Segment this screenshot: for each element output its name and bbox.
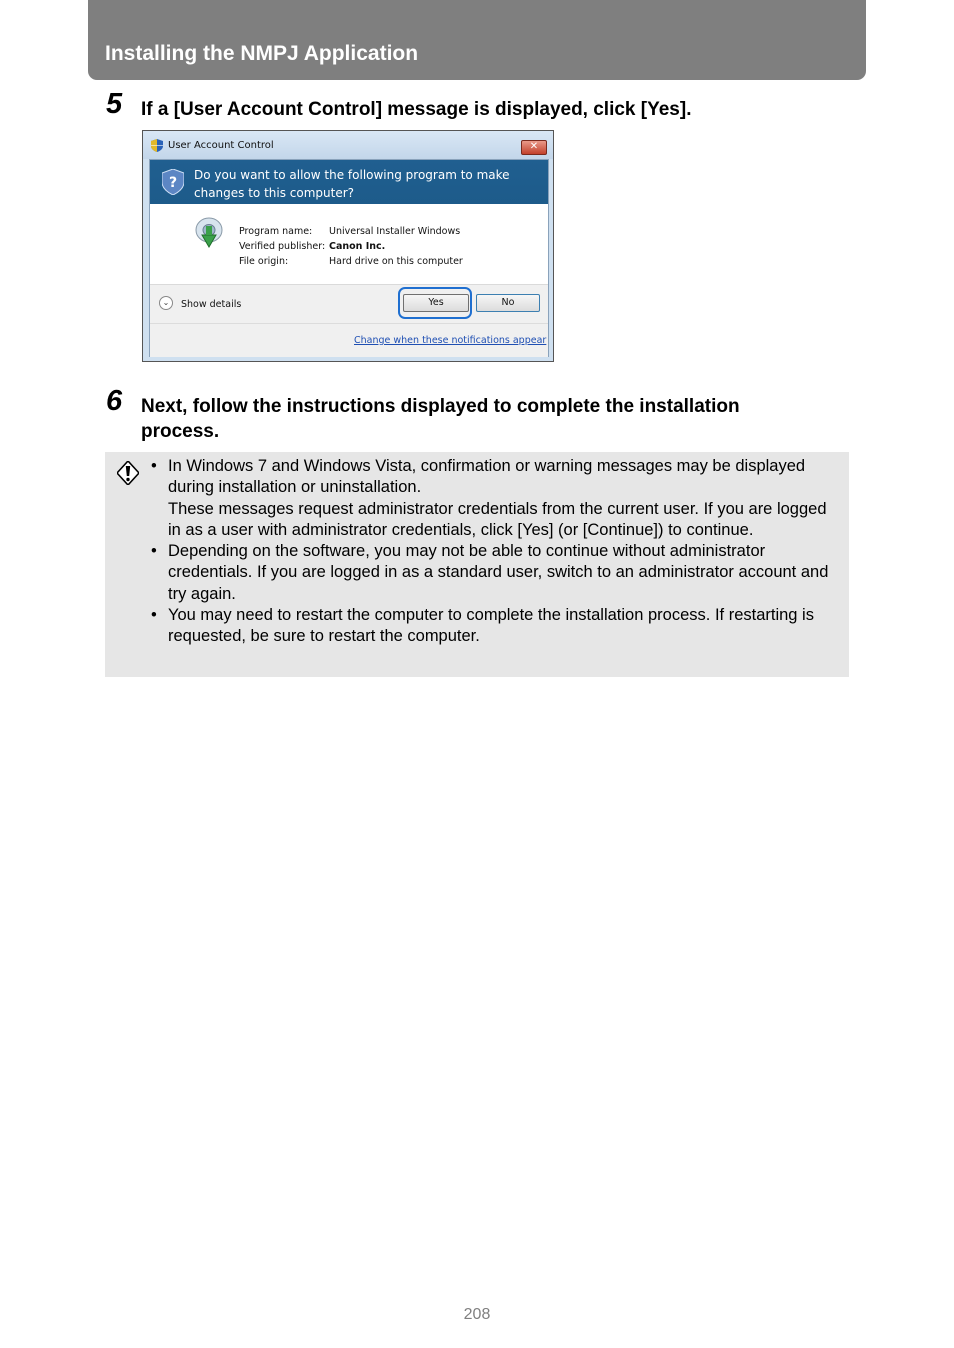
no-button[interactable]: No [476,294,540,312]
dialog-title: User Account Control [168,140,274,151]
dialog-body [149,159,549,357]
publisher-value: Canon Inc. [329,241,386,252]
uac-dialog-screenshot [142,130,554,362]
show-details-link[interactable]: Show details [181,299,242,310]
close-icon[interactable]: ✕ [521,140,547,155]
bullet: • [151,606,157,625]
chevron-down-icon[interactable]: ⌄ [159,296,173,310]
installer-program-icon [194,217,224,251]
program-info-values [329,224,539,269]
svg-text:?: ? [168,175,178,191]
note-2-text: Depending on the software, you may not be able to continue without administrator credentials. If you are logged in as a standard user, switch to an administrator account and try again. [168,542,829,603]
bullet: • [151,542,157,561]
list-item [151,605,841,648]
page-number: 208 [463,1306,491,1323]
dialog-question-line-1: Do you want to allow the following program to make [194,168,510,182]
note-1-para-1: In Windows 7 and Windows Vista, confirmation or warning messages may be displayed during installation or uninstallation. [168,457,806,497]
uac-shield-icon [151,139,163,152]
origin-value: Hard drive on this computer [329,256,463,267]
origin-label: File origin: [239,256,289,267]
note-1-para-2: These messages request administrator credentials from the current user. If you are logged in as a user with administrator credentials, click [Yes] (or [Continue]) to continue. [168,499,827,539]
question-shield-icon [162,169,184,195]
step-5-number: 5 [106,88,123,120]
dialog-button-area [150,284,548,357]
section-header [88,0,866,80]
caution-icon [117,461,139,485]
dialog-banner [150,160,548,204]
dialog-question-line-2: changes to this computer? [194,186,355,200]
notifications-settings-link[interactable]: Change when these notifications appear [354,335,547,346]
list-item [151,456,841,541]
caution-list [151,456,841,648]
note-3-text: You may need to restart the computer to complete the installation process. If restarting is requested, be sure to restart the computer. [168,606,814,646]
dialog-divider [150,323,548,324]
list-item [151,541,841,605]
step-6-number: 6 [106,385,123,417]
dialog-titlebar [143,131,553,159]
program-name-label: Program name: [239,226,313,237]
program-info-labels [239,224,327,269]
step-6-text [141,394,740,444]
step-6-text-line-1: Next, follow the instructions displayed to complete the installation [141,396,740,417]
section-title: Installing the NMPJ Application [105,42,419,65]
caution-note [105,452,849,677]
step-5-text: If a [User Account Control] message is displayed, click [Yes]. [141,99,692,120]
program-name-value: Universal Installer Windows [329,226,461,237]
yes-button[interactable]: Yes [403,294,469,312]
dialog-question [194,166,539,202]
publisher-label: Verified publisher: [239,241,326,252]
bullet: • [151,457,157,475]
step-6-text-line-2: process. [141,421,220,442]
